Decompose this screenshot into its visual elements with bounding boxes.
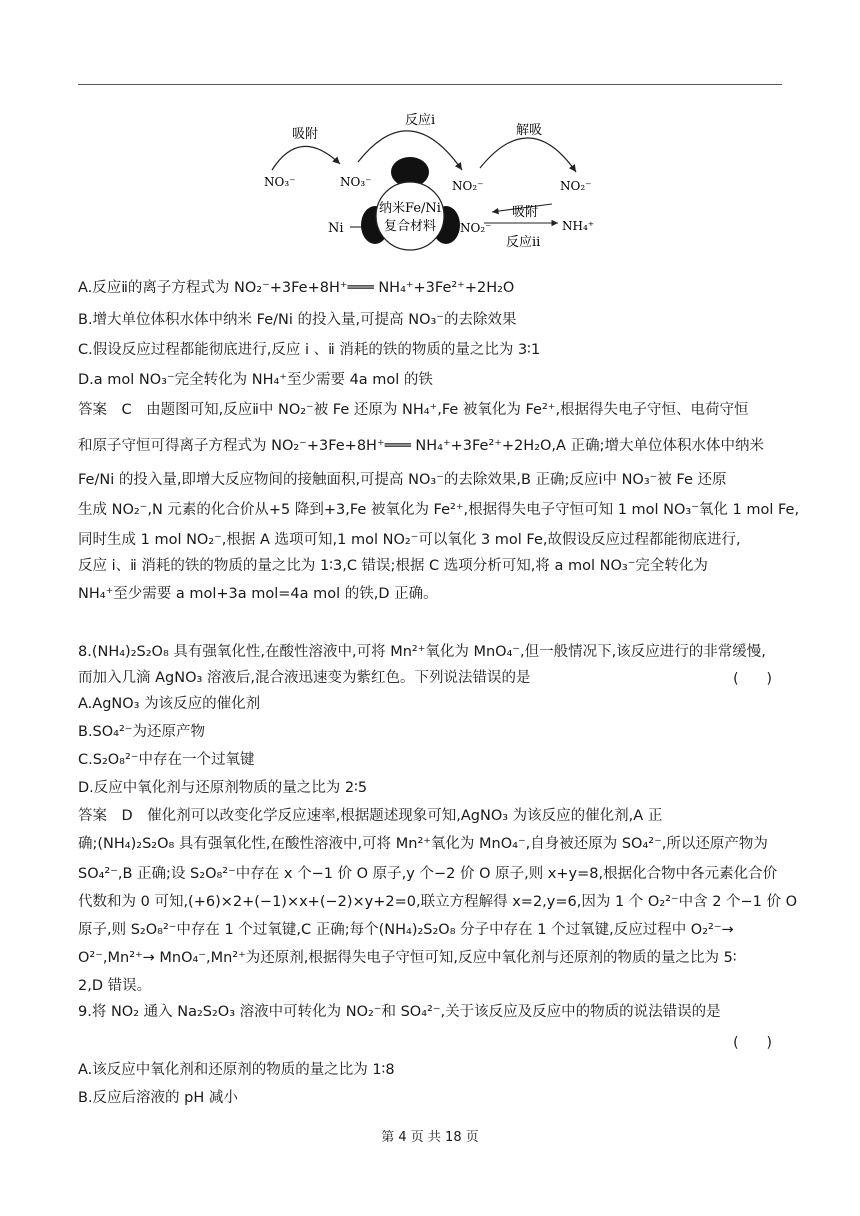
q8-stem-line-2: 而加入几滴 AgNO₃ 溶液后,混合液迅速变为紫红色。下列说法错误的是 — [78, 670, 531, 686]
q8-answer-line-4: 代数和为 0 可知,(+6)×2+(−1)×x+(−2)×y+2=0,联立方程解得 x=2,y=6,因为 1 个 O₂²⁻中含 2 个−1 价 O — [78, 894, 798, 910]
q8-answer-parens: ( ) — [733, 671, 772, 687]
q8-option-a: A.AgNO₃ 为该反应的催化剂 — [78, 696, 261, 712]
adsorb-label-2: 吸附 — [512, 205, 539, 220]
no3-species-1: NO₃⁻ — [264, 175, 296, 189]
reaction-diagram-svg — [240, 106, 620, 256]
desorb-label: 解吸 — [516, 123, 543, 138]
q7-option-c: C.假设反应过程都能彻底进行,反应 ⅰ 、ⅱ 消耗的铁的物质的量之比为 3∶1 — [78, 342, 541, 358]
q7-answer-line-1: 答案 C 由题图可知,反应ⅱ中 NO₂⁻被 Fe 还原为 NH₄⁺,Fe 被氧化为 Fe²⁺,根据得失电子守恒、电荷守恒 — [78, 402, 749, 418]
adsorb-arrow — [272, 146, 340, 170]
composite-circle — [376, 182, 444, 250]
q9-option-a: A.该反应中氧化剂和还原剂的物质的量之比为 1∶8 — [78, 1062, 395, 1078]
q7-option-b: B.增大单位体积水体中纳米 Fe/Ni 的投入量,可提高 NO₃⁻的去除效果 — [78, 312, 517, 328]
q8-answer-line-5: 原子,则 S₂O₈²⁻中存在 1 个过氧键,C 正确;每个(NH₄)₂S₂O₈ 分子中存在 1 个过氧键,反应过程中 O₂²⁻→ — [78, 922, 734, 938]
q9-stem-line-1: 9.将 NO₂ 通入 Na₂S₂O₃ 溶液中可转化为 NO₂⁻和 SO₄²⁻,关于该反应及反应中的物质的说法错误的是 — [78, 1004, 721, 1020]
q7-answer-line-2: 和原子守恒可得离子方程式为 NO₂⁻+3Fe+8H⁺═══ NH₄⁺+3Fe²⁺+2H₂O,A 正确;增大单位体积水体中纳米 — [78, 438, 764, 454]
q8-answer-line-1: 答案 D 催化剂可以改变化学反应速率,根据题述现象可知,AgNO₃ 为该反应的催化剂,A 正 — [78, 808, 663, 824]
no3-species-2: NO₃⁻ — [340, 175, 372, 189]
center-label-2: 复合材料 — [383, 219, 437, 234]
ni-label: Ni — [328, 221, 344, 236]
q8-answer-line-2: 确;(NH₄)₂S₂O₈ 具有强氧化性,在酸性溶液中,可将 Mn²⁺氧化为 MnO₄⁻,自身被还原为 SO₄²⁻,所以还原产物为 — [78, 836, 768, 852]
q8-stem-line-1: 8.(NH₄)₂S₂O₈ 具有强氧化性,在酸性溶液中,可将 Mn²⁺氧化为 MnO₄⁻,但一般情况下,该反应进行的非常缓慢, — [78, 644, 766, 660]
page-footer: 第 4 页 共 18 页 — [381, 1130, 479, 1145]
center-label-1: 纳米Fe/Ni — [379, 201, 441, 216]
adsorb-label: 吸附 — [292, 127, 319, 142]
reaction-ii-label: 反应ⅱ — [506, 235, 541, 250]
reaction-diagram — [240, 106, 620, 256]
desorb-arrow — [480, 138, 576, 172]
q7-answer-line-3: Fe/Ni 的投入量,即增大反应物间的接触面积,可提高 NO₃⁻的去除效果,B 正确;反应ⅰ中 NO₃⁻被 Fe 还原 — [78, 472, 727, 488]
header-rule — [78, 84, 782, 85]
no2-species-2: NO₂⁻ — [560, 179, 592, 193]
q7-answer-line-5: 同时生成 1 mol NO₂⁻,根据 A 选项可知,1 mol NO₂⁻可以氧化 3 mol Fe,故假设反应过程都能彻底进行, — [78, 532, 741, 548]
nh4-species: NH₄⁺ — [562, 219, 595, 233]
q7-option-d: D.a mol NO₃⁻完全转化为 NH₄⁺至少需要 4a mol 的铁 — [78, 372, 433, 388]
q9-answer-parens: ( ) — [733, 1035, 772, 1051]
q8-answer-line-7: 2,D 错误。 — [78, 978, 152, 994]
q8-option-c: C.S₂O₈²⁻中存在一个过氧键 — [78, 752, 255, 768]
reaction-i-label: 反应ⅰ — [405, 113, 436, 128]
q7-answer-line-7: NH₄⁺至少需要 a mol+3a mol=4a mol 的铁,D 正确。 — [78, 586, 438, 602]
no2-species-3: NO₂⁻ — [460, 221, 492, 235]
q8-option-d: D.反应中氧化剂与还原剂物质的量之比为 2∶5 — [78, 780, 368, 796]
q7-answer-line-6: 反应 ⅰ、ⅱ 消耗的铁的物质的量之比为 1∶3,C 错误;根据 C 选项分析可知,将 a mol NO₃⁻完全转化为 — [78, 558, 708, 574]
q7-answer-line-4: 生成 NO₂⁻,N 元素的化合价从+5 降到+3,Fe 被氧化为 Fe²⁺,根据得失电子守恒可知 1 mol NO₃⁻氧化 1 mol Fe, — [78, 502, 800, 518]
q8-answer-line-3: SO₄²⁻,B 正确;设 S₂O₈²⁻中存在 x 个−1 价 O 原子,y 个−2 价 O 原子,则 x+y=8,根据化合物中各元素化合价 — [78, 866, 778, 882]
no2-species-1: NO₂⁻ — [452, 179, 484, 193]
q9-option-b: B.反应后溶液的 pH 减小 — [78, 1090, 238, 1106]
q7-option-a: A.反应ⅱ的离子方程式为 NO₂⁻+3Fe+8H⁺═══ NH₄⁺+3Fe²⁺+2H₂O — [78, 280, 515, 296]
q8-option-b: B.SO₄²⁻为还原产物 — [78, 724, 205, 740]
q8-answer-line-6: O²⁻,Mn²⁺→ MnO₄⁻,Mn²⁺为还原剂,根据得失电子守恒可知,反应中氧化剂与还原剂的物质的量之比为 5∶ — [78, 950, 737, 966]
